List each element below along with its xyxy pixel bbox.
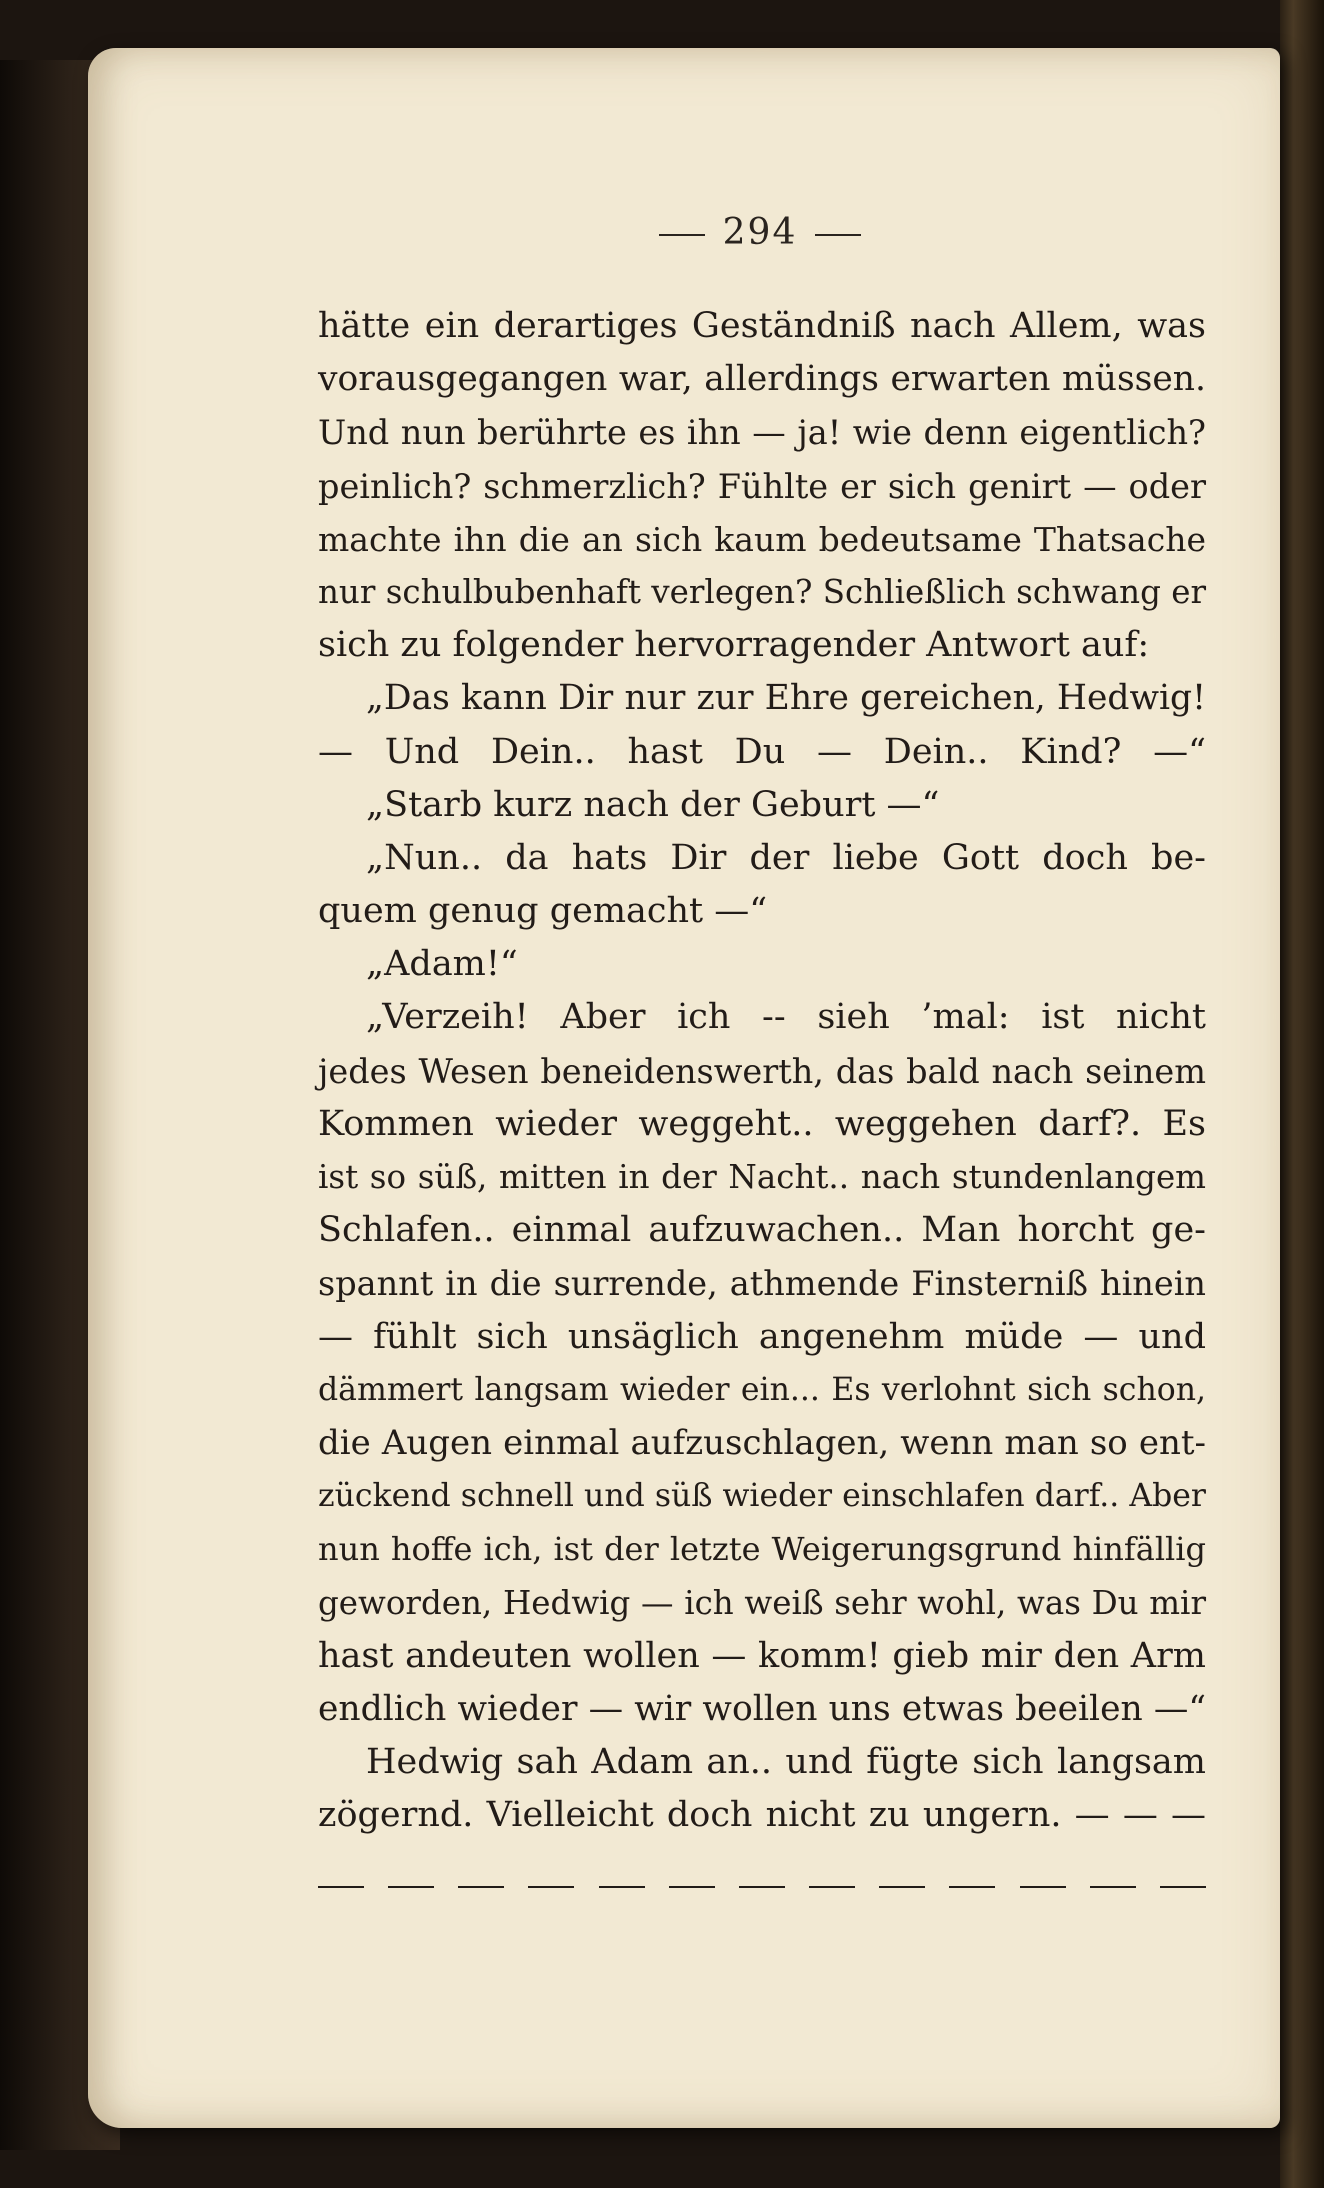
rule-dash [1160,1886,1206,1906]
rule-dash [739,1886,785,1906]
text-line: Hedwig sah Adam an.. und fügte sich langsam [366,1742,1206,1783]
rule-dash [669,1886,715,1906]
page-edge [1280,0,1324,2188]
text-line: Kommen wieder weggeht.. weggehen darf?. Es [318,1103,1206,1144]
text-line: hätte ein derartiges Geständniß nach Allem, was [318,306,1206,346]
text-line: „Starb kurz nach der Geburt —“ [366,784,940,825]
text-line: „Adam!“ [366,944,518,985]
rule-dash [1090,1886,1136,1906]
text-line: Und nun berührte es ihn — ja! wie denn eigentlich? [318,413,1206,453]
text-line: zögernd. Vielleicht doch nicht zu ungern. — — — [318,1795,1206,1836]
text-line: spannt in die surrende, athmende Finsterniß hinein [318,1264,1206,1304]
rule-dash [458,1886,504,1906]
rule-dash [879,1886,925,1906]
text-line: — fühlt sich unsäglich angenehm müde — und [318,1316,1206,1357]
text-line: hast andeuten wollen — komm! gieb mir den Arm [318,1635,1206,1676]
page-number-header [630,212,890,253]
text-line: Schlafen.. einmal aufzuwachen.. Man horcht ge- [318,1210,1206,1251]
text-line: jedes Wesen beneidenswerth, das bald nach seinem [318,1051,1206,1091]
text-line: zückend schnell und süß wieder einschlafen darf.. Aber [318,1478,1206,1515]
folio-dash-left [659,234,705,236]
text-line: sich zu folgender hervorragender Antwort auf: [318,625,1150,666]
rule-dash [1020,1886,1066,1906]
section-end-rule [318,1886,1206,1906]
text-line: quem genug gemacht —“ [318,891,768,932]
rule-dash [318,1886,364,1906]
text-line: vorausgegangen war, allerdings erwarten müssen. [318,359,1206,400]
text-line: nun hoffe ich, ist der letzte Weigerungsgrund hinfällig [318,1530,1206,1569]
text-line: endlich wieder — wir wollen uns etwas beeilen —“ [318,1688,1206,1729]
page-text [318,300,1206,1842]
text-line: die Augen einmal aufzuschlagen, wenn man so ent- [318,1422,1206,1463]
page-number: 294 [722,212,798,253]
text-line: „Verzeih! Aber ich -- sieh ’mal: ist nicht [366,997,1206,1038]
text-line: — Und Dein.. hast Du — Dein.. Kind? —“ [318,731,1206,772]
rule-dash [599,1886,645,1906]
folio-dash-right [815,234,861,236]
text-line: ist so süß, mitten in der Nacht.. nach stundenlangem [318,1158,1206,1196]
text-line: „Nun.. da hats Dir der liebe Gott doch be- [366,837,1206,878]
rule-dash [949,1886,995,1906]
text-line: geworden, Hedwig — ich weiß sehr wohl, was Du mir [318,1583,1206,1622]
text-line: nur schulbubenhaft verlegen? Schließlich schwang er [318,572,1207,611]
text-line: „Das kann Dir nur zur Ehre gereichen, Hedwig! [366,678,1206,719]
rule-dash [528,1886,574,1906]
rule-dash [809,1886,855,1906]
text-line: dämmert langsam wieder ein... Es verlohnt sich schon, [318,1371,1206,1408]
rule-dash [388,1886,434,1906]
text-line: peinlich? schmerzlich? Fühlte er sich genirt — oder [318,466,1206,506]
text-line: machte ihn die an sich kaum bedeutsame Thatsache [318,519,1206,559]
